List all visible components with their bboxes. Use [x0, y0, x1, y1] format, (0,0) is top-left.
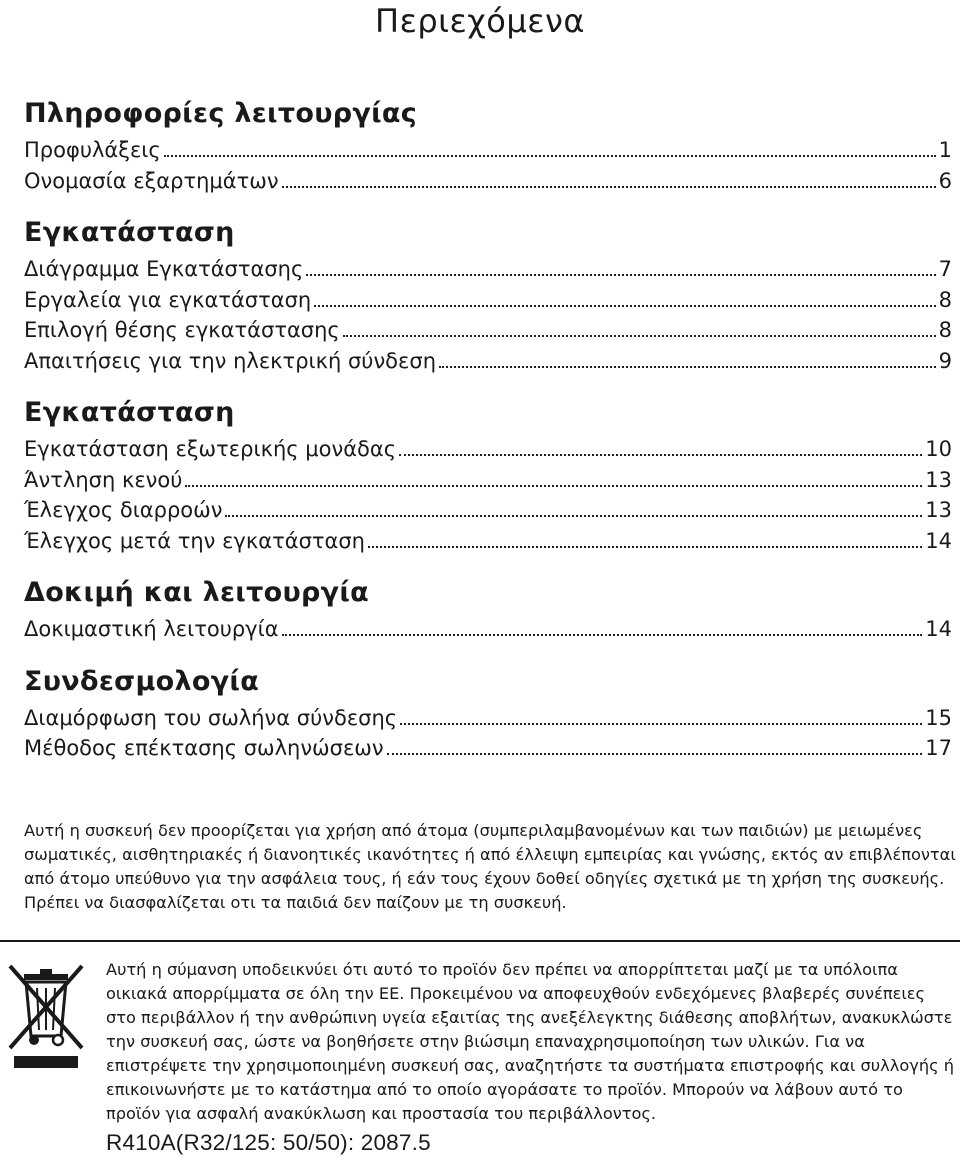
safety-notice: Αυτή η συσκευή δεν προορίζεται για χρήση από άτομα (συμπεριλαμβανομένων και των παιδιών) με μειωμένες σωματικές, αισθητηριακές ή διανοητικές ικανότητες ή από έλλειψη εμπειρίας και γνώσης, εκτός αν επιβλέπονται από άτομο υπεύθυνο για την ασφάλεια τους, ή εάν τους έχουν δοθεί οδηγίες σχετικά με τη χρήση της συσκευής. Πρέπει να διασφαλίζεται οτι τα παιδιά δεν παίζουν με τη συσκευή.	[24, 821, 956, 912]
toc-entry[interactable]	[24, 614, 952, 645]
dot-leader	[185, 485, 922, 487]
table-of-contents	[24, 93, 952, 764]
toc-entry[interactable]	[24, 733, 952, 764]
toc-entry-label: Διαμόρφωση του σωλήνα σύνδεσης	[24, 705, 398, 730]
toc-entry[interactable]	[24, 254, 952, 285]
dot-leader	[343, 335, 936, 337]
disposal-notice: Αυτή η σύμανση υποδεικνύει ότι αυτό το προϊόν δεν πρέπει να απορρίπτεται μαζί με τα υπόλοιπα οικιακά απορρίμματα σε όλη την ΕΕ. Προκειμένου να αποφευχθούν ενδεχόμενες βλαβερές συνέπειες στο περιβάλλον ή την ανθρώπινη υγεία εξαιτίας της ανεξέλεγκτης διάθεσης αποβλήτων, ανακυκλώστε την συσκευή σας, ώστε να βοηθήσετε στην βιώσιμη επαναχρησιμοποίηση των υλικών. Για να επιστρέψετε την χρησιμοποιημένη συσκευή σας, αναζητήστε τα συστήματα επιστροφής και συλλογής ή επικοινωνήστε με το κατάστημα από το οποίο αγοράσατε το προϊόν. Μπορούν να λάβουν αυτό το προϊόν για ασφαλή ανακύκλωση και προστασία του περιβάλλοντος.	[106, 960, 954, 1123]
toc-entry-page-number: 13	[925, 467, 952, 492]
refrigerant-info: R410A(R32/125: 50/50): 2087.5	[106, 1130, 431, 1155]
toc-entry[interactable]	[24, 315, 952, 346]
toc-entry-label: Απαιτήσεις για την ηλεκτρική σύνδεση	[24, 348, 437, 373]
toc-entry-label: Επιλογή θέσης εγκατάστασης	[24, 318, 340, 342]
page-title: Περιεχόμενα	[375, 2, 585, 40]
toc-entry-label: Έλεγχος μετά την εγκατάσταση	[24, 528, 365, 553]
section-heading: Εγκατάσταση	[24, 217, 235, 248]
toc-entry-page-number: 8	[938, 318, 952, 342]
dot-leader	[399, 454, 922, 456]
toc-entry-page-number: 14	[925, 617, 952, 641]
toc-entry-label: Δοκιμαστική λειτουργία	[24, 617, 279, 641]
toc-entry-label: Έλεγχος διαρροών	[24, 498, 223, 522]
toc-entry-page-number: 9	[938, 348, 952, 373]
toc-entry[interactable]	[24, 434, 952, 465]
toc-entry[interactable]	[24, 166, 952, 197]
section-heading: Συνδεσμολογία	[24, 665, 260, 697]
toc-entry-page-number: 8	[938, 287, 952, 312]
toc-entry[interactable]	[24, 465, 952, 496]
toc-entry-label: Εργαλεία για εγκατάσταση	[24, 287, 312, 312]
crossed-out-wheelie-bin-icon	[4, 960, 87, 1070]
toc-entry-label: Διάγραμμα Εγκατάστασης	[24, 257, 304, 281]
dot-leader	[164, 155, 936, 157]
dot-leader	[439, 366, 936, 368]
toc-entry[interactable]	[24, 495, 952, 526]
toc-entry-page-number: 14	[925, 528, 952, 553]
divider	[0, 940, 960, 942]
dot-leader	[282, 634, 923, 636]
dot-leader	[387, 753, 923, 755]
section-heading: Δοκιμή και λειτουργία	[24, 577, 370, 608]
toc-entry-page-number: 15	[925, 705, 952, 730]
toc-entry-label: Ονομασία εξαρτημάτων	[24, 168, 279, 193]
dot-leader	[314, 305, 935, 307]
toc-entry-page-number: 1	[938, 138, 952, 162]
toc-entry-label: Προφυλάξεις	[24, 138, 161, 162]
toc-entry[interactable]	[24, 526, 952, 557]
section-heading: Πληροφορίες λειτουργίας	[24, 98, 418, 129]
dot-leader	[282, 186, 936, 188]
toc-entry-page-number: 7	[938, 257, 952, 281]
toc-entry-page-number: 10	[925, 437, 952, 461]
toc-entry-label: Εγκατάσταση εξωτερικής μονάδας	[24, 437, 397, 461]
toc-entry-page-number: 13	[925, 498, 952, 522]
dot-leader	[368, 546, 922, 548]
toc-entry-label: Μέθοδος επέκτασης σωληνώσεων	[24, 736, 384, 760]
toc-entry-page-number: 6	[938, 168, 952, 193]
toc-entry-label: Άντληση κενού	[24, 467, 183, 492]
toc-entry[interactable]	[24, 285, 952, 316]
toc-entry[interactable]	[24, 703, 952, 734]
dot-leader	[306, 274, 935, 276]
toc-entry[interactable]	[24, 135, 952, 166]
section-heading: Εγκατάσταση	[24, 397, 235, 428]
dot-leader	[400, 723, 922, 725]
dot-leader	[225, 515, 922, 517]
toc-entry[interactable]	[24, 346, 952, 377]
toc-entry-page-number: 17	[925, 736, 952, 760]
